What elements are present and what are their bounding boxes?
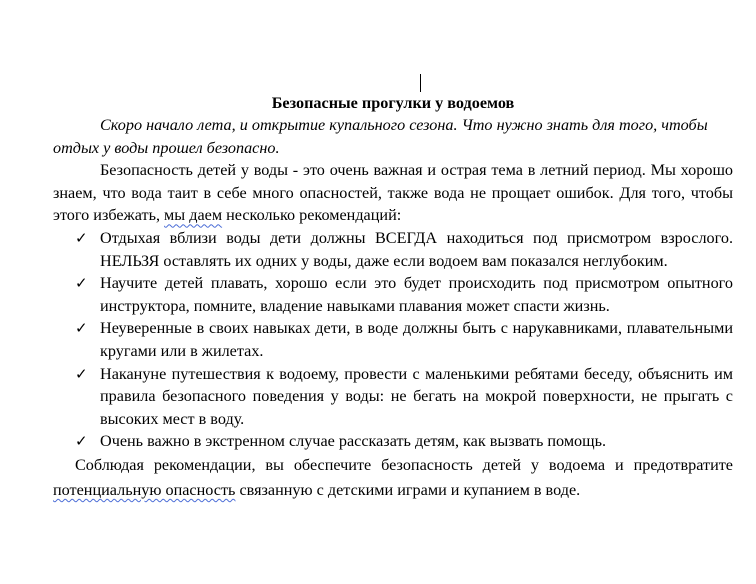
list-item [53, 430, 733, 453]
checkmark-icon: ✓ [75, 274, 88, 293]
paragraph-text: Соблюдая рекомендации, вы обеспечите безопасность детей у водоема и предотвратите [75, 455, 733, 474]
spellcheck-underlined-text[interactable]: потенциальную опасность [53, 480, 236, 499]
recommendations-list [53, 227, 733, 453]
document-title: Безопасные прогулки у водоемов [271, 94, 515, 112]
checkmark-icon: ✓ [75, 319, 88, 338]
paragraph-text: несколько рекомендаций: [222, 206, 402, 225]
checkmark-icon: ✓ [75, 228, 88, 247]
list-item [53, 317, 733, 362]
spellcheck-underlined-text[interactable]: мы даем [164, 206, 223, 225]
list-item [53, 227, 733, 272]
checkmark-icon: ✓ [75, 432, 88, 451]
list-item-text: Накануне путешествия к водоему, провести с маленькими ребятами беседу, объяснить им правила безопасного поведения у воды: не бегать на мокрой поверхности, не прыгать с высоких мест в воду. [100, 364, 733, 428]
body-paragraph [53, 159, 733, 227]
list-item [53, 363, 733, 431]
list-item-text: Очень важно в экстренном случае рассказать детям, как вызвать помощь. [100, 432, 607, 451]
paragraph-text: Безопасность детей у воды - это очень важная и острая тема в летний период. Мы хорошо знаем, что вода таит в себе много опасностей, также вода не прощает ошибок. Для того, чтобы этого избежать, [53, 161, 733, 225]
paragraph-text: связанную с детскими играми и купанием в воде. [235, 480, 581, 499]
document-page[interactable] [53, 72, 733, 503]
list-item-text: Отдыхая вблизи воды дети должны ВСЕГДА находиться под присмотром взрослого. НЕЛЬЗЯ оставлять их одних у воды, даже если водоем вам показался неглубоким. [100, 228, 733, 270]
intro-paragraph: Скоро начало лета, и открытие купального сезона. Что нужно знать для того, чтобы отдых у воды прошел безопасно. [53, 116, 708, 157]
list-item-text: Научите детей плавать, хорошо если это будет происходить под присмотром опытного инструктора, помните, владение навыками плавания может спасти жизнь. [100, 274, 733, 315]
checkmark-icon: ✓ [75, 364, 88, 383]
list-item [53, 272, 733, 317]
closing-paragraph [53, 453, 733, 503]
list-item-text: Неуверенные в своих навыках дети, в воде должны быть с нарукавниками, плавательными кругами или в жилетах. [100, 319, 733, 360]
